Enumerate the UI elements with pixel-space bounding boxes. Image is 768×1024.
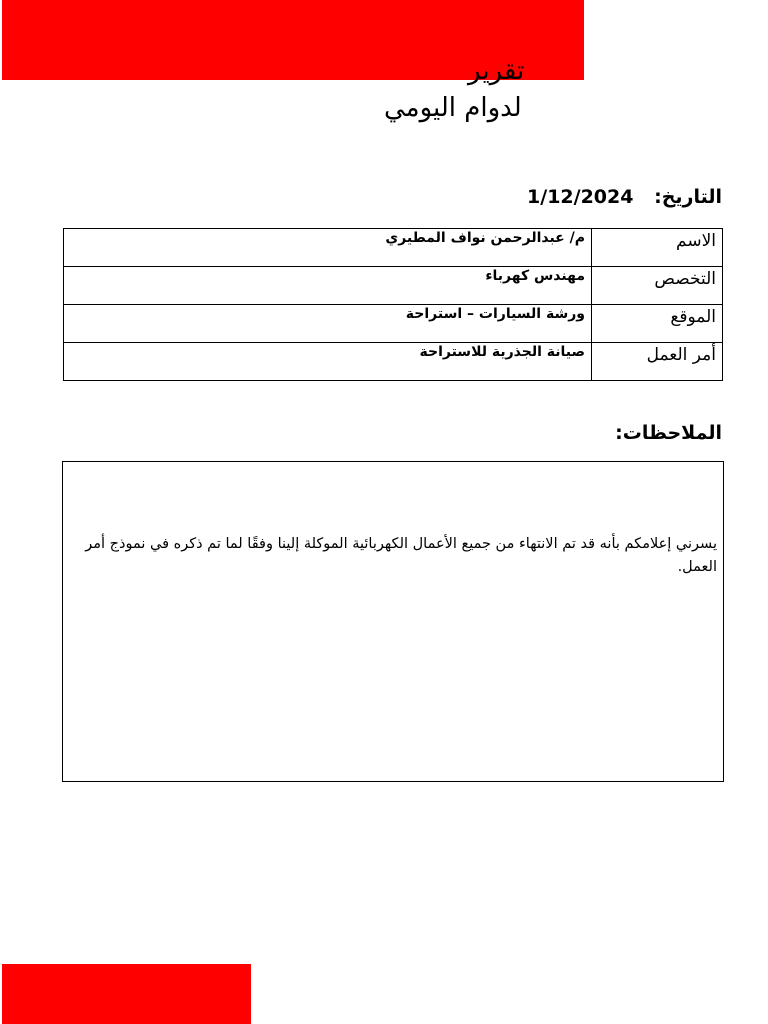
bottom-red-banner — [2, 964, 251, 1024]
table-row — [64, 267, 723, 305]
report-title-line-2: لدوام اليومي — [384, 93, 522, 123]
specialty-label: التخصص — [592, 267, 723, 305]
table-row — [64, 229, 723, 267]
location-label: الموقع — [592, 305, 723, 343]
table-row — [64, 343, 723, 381]
location-value: ورشة السيارات – استراحة — [64, 305, 592, 343]
work-order-value: صيانة الجذرية للاستراحة — [64, 343, 592, 381]
specialty-value: مهندس كهرباء — [64, 267, 592, 305]
notes-heading: الملاحظات: — [615, 422, 722, 444]
report-title-line-1: تقرير — [468, 56, 525, 86]
date-line — [527, 186, 722, 208]
notes-text: يسرني إعلامكم بأنه قد تم الانتهاء من جميع الأعمال الكهربائية الموكلة إلينا وفقًا لما تم ذكره في نموذج أمر العمل. — [85, 536, 717, 575]
info-table — [63, 228, 723, 381]
date-value: 1/12/2024 — [527, 186, 634, 208]
work-order-label: أمر العمل — [592, 343, 723, 381]
date-label: التاريخ: — [654, 186, 722, 208]
name-value: م/ عبدالرحمن نواف المطيري — [64, 229, 592, 267]
notes-box — [62, 461, 724, 782]
name-label: الاسم — [592, 229, 723, 267]
table-row — [64, 305, 723, 343]
